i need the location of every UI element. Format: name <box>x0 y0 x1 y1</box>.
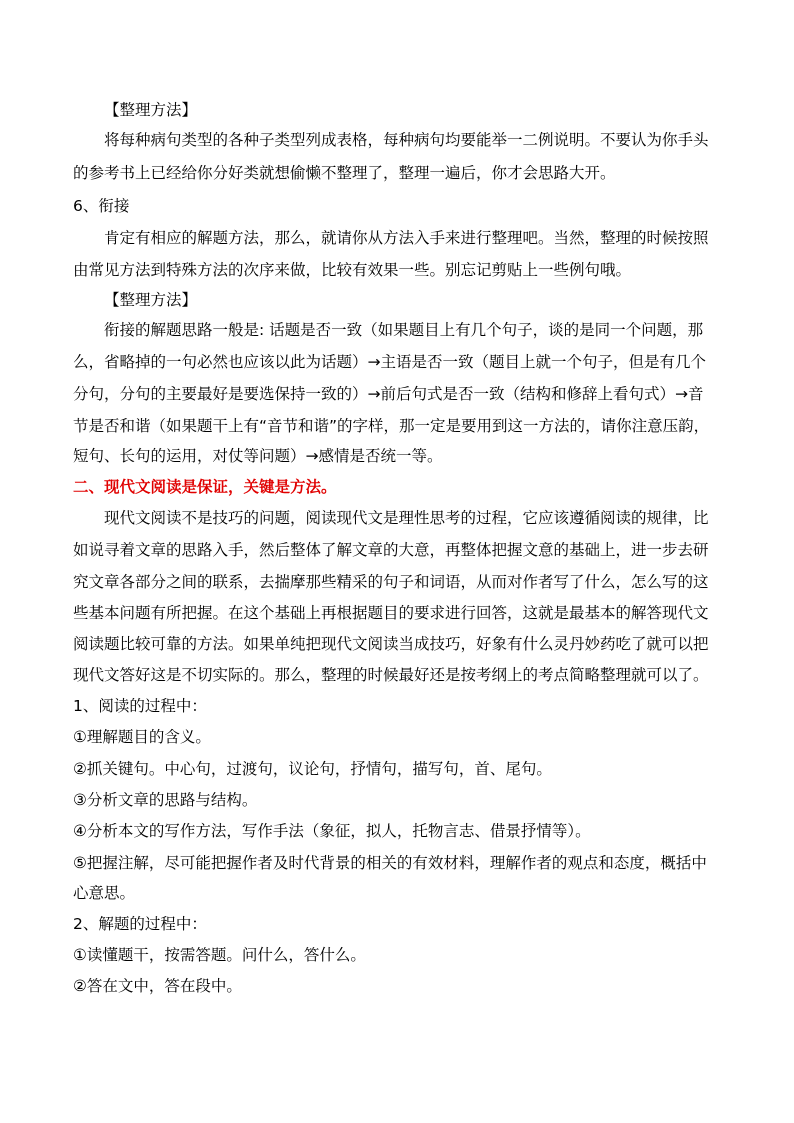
paragraph-line: 节是否和谐（如果题干上有“音节和谐”的字样，那一定是要用到这一方法的，请你注意压韵， <box>73 417 710 435</box>
paragraph-line: 阅读题比较可靠的方法。如果单纯把现代文阅读当成技巧，好象有什么灵丹妙药吃了就可以把 <box>73 635 709 653</box>
list-item: ②抓关键句。中心句，过渡句，议论句，抒情句，描写句，首、尾句。 <box>73 760 552 778</box>
numbered-heading: 6、衔接 <box>73 197 130 215</box>
numbered-heading: 1、阅读的过程中： <box>73 697 207 715</box>
red-section-title: 二、现代文阅读是保证，关键是方法。 <box>73 478 337 496</box>
list-item: ①理解题目的含义。 <box>73 728 211 746</box>
paragraph-line: 么，省略掉的一句必然也应该以此为话题）→主语是否一致（题目上就一个句子，但是有几个 <box>73 353 706 371</box>
list-item: ④分析本文的写作方法，写作手法（象征，拟人，托物言志、借景抒情等）。 <box>73 822 591 840</box>
list-item-continuation: 心意思。 <box>73 884 136 902</box>
paragraph-line: 短句、长句的运用，对仗等问题）→感情是否统一等。 <box>73 447 443 465</box>
list-item: ②答在文中，答在段中。 <box>73 977 242 995</box>
list-item: ①读懂题干，按需答题。问什么，答什么。 <box>73 946 366 964</box>
paragraph-line: 现代文答好这是不切实际的。那么，整理的时候最好还是按考纲上的考点简略整理就可以了。 <box>73 666 709 684</box>
list-item: ③分析文章的思路与结构。 <box>73 791 258 809</box>
paragraph-line: 现代文阅读不是技巧的问题，阅读现代文是理性思考的过程，它应该遵循阅读的规律，比 <box>104 509 709 527</box>
list-item: ⑤把握注解，尽可能把握作者及时代背景的相关的有效材料，理解作者的观点和态度，概括中 <box>73 854 707 872</box>
numbered-heading: 2、解题的过程中： <box>73 915 207 933</box>
paragraph-line: 些基本问题有所把握。在这个基础上再根据题目的要求进行回答，这就是最基本的解答现代文 <box>73 604 709 622</box>
paragraph-line: 由常见方法到特殊方法的次序来做，比较有效果一些。别忘记剪贴上一些例句哦。 <box>73 261 632 279</box>
paragraph-line: 如说寻着文章的思路入手，然后整体了解文章的大意，再整体把握文意的基础上，进一步去研 <box>73 541 709 559</box>
section-heading: 【整理方法】 <box>104 291 198 309</box>
paragraph-line: 分句，分句的主要最好是要选保持一致的）→前后句式是否一致（结构和修辞上看句式）→音 <box>73 385 704 403</box>
paragraph-line: 将每种病句类型的各种子类型列成表格，每种病句均要能举一二例说明。不要认为你手头 <box>104 131 709 149</box>
paragraph-line: 的参考书上已经给你分好类就想偷懒不整理了，整理一遍后，你才会思路大开。 <box>73 164 616 182</box>
paragraph-line: 肯定有相应的解题方法，那么，就请你从方法入手来进行整理吧。当然，整理的时候按照 <box>104 229 709 247</box>
paragraph-line: 衔接的解题思路一般是: 话题是否一致（如果题目上有几个句子，谈的是同一个问题，那 <box>104 321 704 339</box>
paragraph-line: 究文章各部分之间的联系，去揣摩那些精采的句子和词语，从而对作者写了什么，怎么写的这 <box>73 573 709 591</box>
section-heading: 【整理方法】 <box>104 101 198 119</box>
